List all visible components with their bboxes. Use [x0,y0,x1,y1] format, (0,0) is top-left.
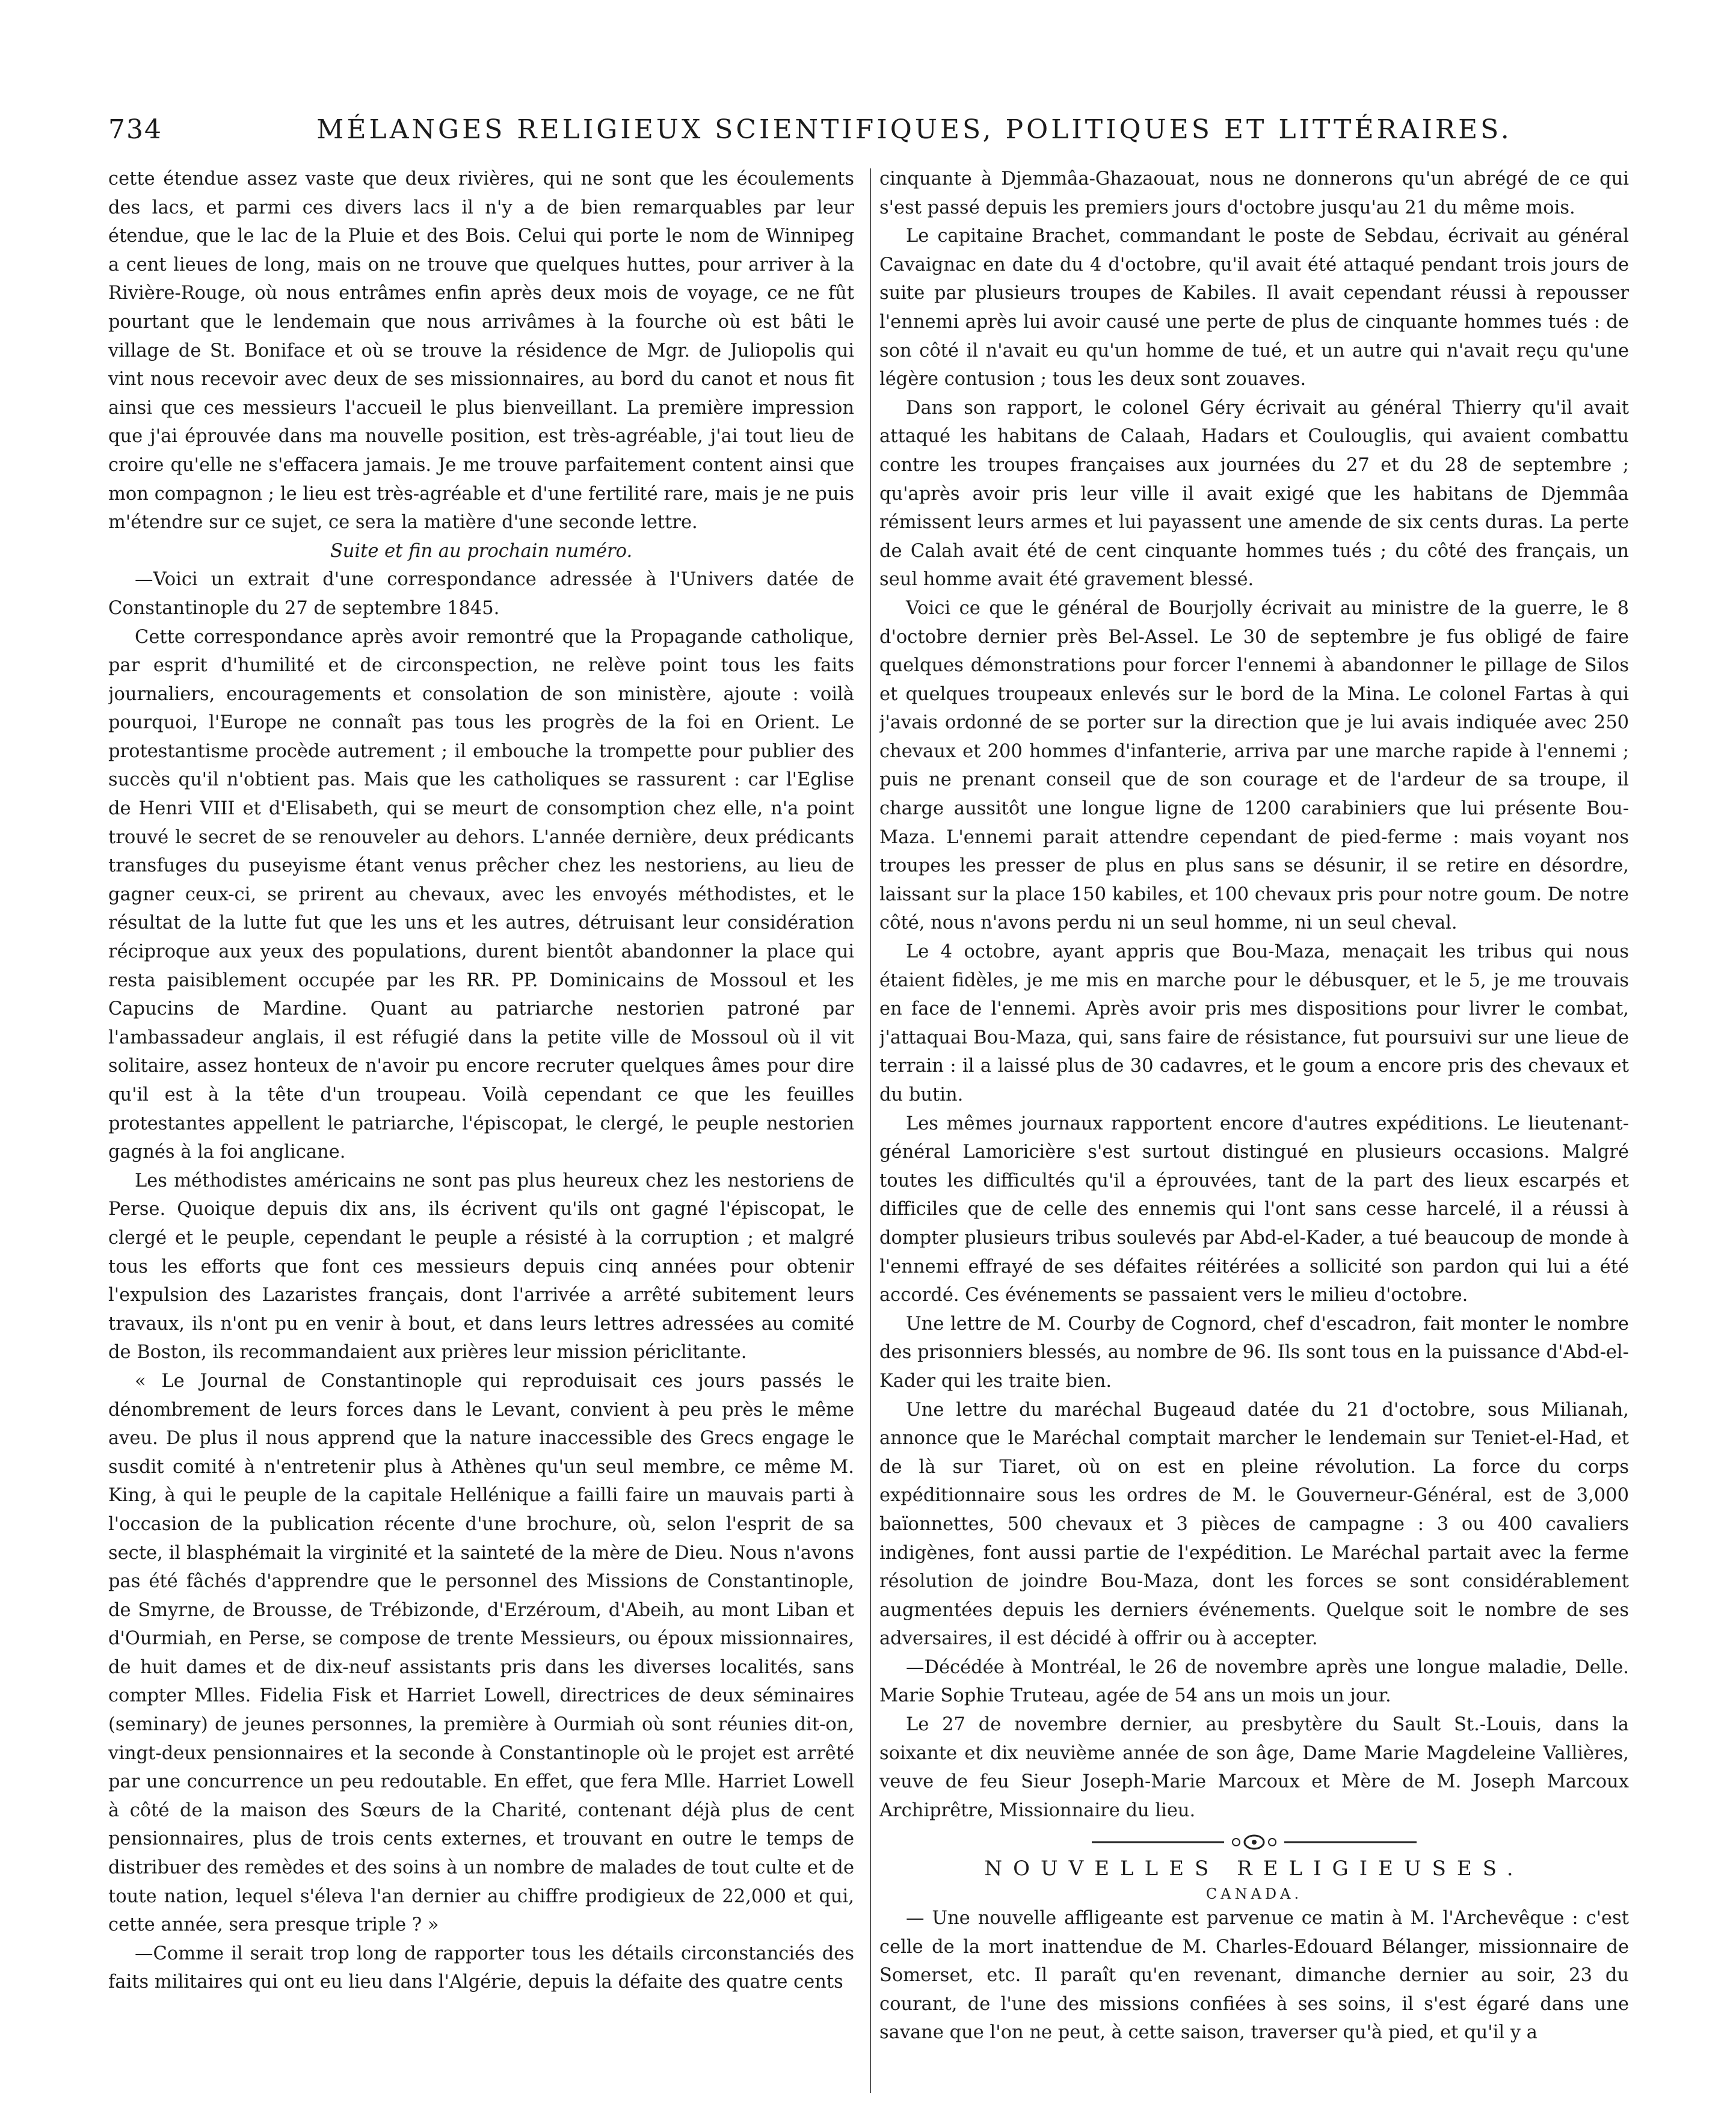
paragraph: Le 4 octobre, ayant appris que Bou-Maza, menaçait les tribus qui nous étaient fidèles, je me mis en marche pour le débusquer, et le 5, je me trouvais en face de l'ennemi. Après avoir pris mes dispositions pour livrer le combat, j'attaquai Bou-Maza, qui, sans faire de résistance, fut poursuivi sur une lieue de terrain : il a laissé plus de 30 cadavres, et le goum a encore pris des chevaux et du butin. [879,941,1629,1105]
continued-note: Suite et fin au prochain numéro. [330,540,633,562]
page-number: 734 [108,114,162,145]
ornament-divider-icon [1086,1833,1423,1851]
paragraph: cinquante à Djemmâa-Ghazaouat, nous ne donnerons qu'un abrégé de ce qui s'est passé depuis les premiers jours d'octobre jusqu'au 21 du même mois. [879,168,1629,218]
paragraph: Cette correspondance après avoir remontré que la Propagande catholique, par esprit d'humilité et de circonspection, ne relève point tous les faits journaliers, encouragements et consolation de son ministère, ajoute : voilà pourquoi, l'Europe ne connaît pas tous les progrès de la foi en Orient. Le protestantisme procède autrement ; il embouche la trompette pour publier des succès qu'il n'obtient pas. Mais que les catholiques se rassurent : car l'Eglise de Henri VIII et d'Elisabeth, qui se meurt de consomption chez elle, n'a point trouvé le secret de se renouveler au dehors. L'année dernière, deux prédicants transfuges du puseyisme étant venus prêcher chez les nestoriens, au lieu de gagner ceux-ci, se prirent au chevaux, avec les envoyés méthodistes, et le résultat de la lutte fut que les uns et les autres, détruisant leur considération réciproque aux yeux des populations, durent bientôt abandonner la place qui resta paisiblement occupée par les RR. PP. Dominicains de Mossoul et les Capucins de Mardine. Quant au patriarche nestorien patroné par l'ambassadeur anglais, il est réfugié dans la petite ville de Mossoul où il vit solitaire, assez honteux de n'avoir pu encore recruter quelques âmes pour dire qu'il est à la tête d'un troupeau. Voilà cependant ce que les feuilles protestantes appellent le patriarche, l'épiscopat, le clergé, le peuple nestorien gagnés à la foi anglicane. [108,626,854,1163]
paragraph: « Le Journal de Constantinople qui reproduisait ces jours passés le dénombrement de leurs forces dans le Levant, convient à peu près le même aveu. De plus il nous apprend que la nature inaccessible des Grecs engage le susdit comité à n'entretenir plus à Athènes qu'un seul membre, ce même M. King, à qui le peuple de la capitale Hellénique a failli faire un mauvais parti à l'occasion de la publication récente d'une brochure, où, selon l'esprit de sa secte, il blasphémait la virginité et la sainteté de la mère de Dieu. Nous n'avons pas été fâchés d'apprendre que le personnel des Missions de Constantinople, de Smyrne, de Brousse, de Trébizonde, d'Erzéroum, d'Abeih, au mont Liban et d'Ourmiah, en Perse, se compose de trente Messieurs, ou époux missionnaires, de huit dames et de dix-neuf assistants pris dans les diverses localités, sans compter Mlles. Fidelia Fisk et Harriet Lowell, directrices de deux séminaires (seminary) de jeunes personnes, la première à Ourmiah où sont réunies dit-on, vingt-deux pensionnaires et la seconde à Constantinople où le projet est arrêté par une concurrence un peu redoutable. En effet, que fera Mlle. Harriet Lowell à côté de la maison des Sœurs de la Charité, contenant déjà plus de cent pensionnaires, plus de trois cents externes, et trouvant en outre le temps de distribuer des remèdes et des soins à un nombre de malades de tout culte et de toute nation, lequel s'éleva l'an dernier au chiffre prodigieux de 22,000 et qui, cette année, sera presque triple ? » [108,1370,854,1936]
paragraph: Voici ce que le général de Bourjolly écrivait au ministre de la guerre, le 8 d'octobre dernier près Bel-Assel. Le 30 de septembre je fus obligé de faire quelques démonstrations pour forcer l'ennemi à abandonner le pillage de Silos et quelques troupeaux enlevés sur le bord de la Mina. Le colonel Fartas à qui j'avais ordonné de se porter sur la direction que je lui avais indiquée avec 250 chevaux et 200 hommes d'infanterie, arriva par une marche rapide à l'ennemi ; puis ne prenant conseil que de son courage et de l'ardeur de sa troupe, il charge aussitôt une longue ligne de 1200 carabiniers que lui présente Bou-Maza. L'ennemi parait attendre cependant de pied-ferme : mais voyant nos troupes les presser de plus en plus sans se désunir, il se retire en désordre, laissant sur la place 150 kabiles, et 100 chevaux pris pour notre goum. De notre côté, nous n'avons perdu ni un seul homme, ni un seul cheval. [879,597,1629,934]
column-divider [870,168,871,2093]
running-head: MÉLANGES RELIGIEUX SCIENTIFIQUES, POLITIQUES ET LITTÉRAIRES. [316,114,1512,145]
left-column [108,165,854,2101]
paragraph: cette étendue assez vaste que deux rivières, qui ne sont que les écoulements des lacs, et parmi ces divers lacs il n'y a de bien remarquables par leur étendue, que le lac de la Pluie et des Bois. Celui qui porte le nom de Winnipeg a cent lieues de long, mais on ne trouve que quelques huttes, pour arriver à la Rivière-Rouge, où nous entrâmes enfin après deux mois de voyage, ce ne fût pourtant que le lendemain que nous arrivâmes à la fourche où est bâti le village de St. Boniface et où se trouve la résidence de Mgr. de Juliopolis qui vint nous recevoir avec deux de ses missionnaires, au bord du canot et nous fit ainsi que ces messieurs l'accueil le plus bienveillant. La première impression que j'ai éprouvée dans ma nouvelle position, est très-agréable, j'ai tout lieu de croire qu'elle ne s'effacera jamais. Je me trouve parfaitement content ainsi que mon compagnon ; le lieu est très-agréable et d'une fertilité rare, mais je ne puis m'étendre sur ce sujet, ce sera la matière d'une seconde lettre. [108,168,854,533]
paragraph: Le 27 de novembre dernier, au presbytère du Sault St.-Louis, dans la soixante et dix neuvième année de son âge, Dame Marie Magdeleine Vallières, veuve de feu Sieur Joseph-Marie Marcoux et Mère de M. Joseph Marcoux Archiprêtre, Missionnaire du lieu. [879,1714,1629,1821]
paragraph: Les méthodistes américains ne sont pas plus heureux chez les nestoriens de Perse. Quoique depuis dix ans, ils écrivent qu'ils ont gagné l'épiscopat, le clergé et le peuple, cependant le peuple a résisté à la corruption ; et malgré tous les efforts que font ces messieurs depuis cinq années pour obtenir l'expulsion des Lazaristes français, dont l'arrivée a arrêté subitement leurs travaux, ils n'ont pu en venir à bout, et dans leurs lettres adressées au comité de Boston, ils recommandaient aux prières leur mission périclitante. [108,1170,854,1363]
paragraph: — Une nouvelle affligeante est parvenue ce matin à M. l'Archevêque : c'est celle de la mort inattendue de M. Charles-Edouard Bélanger, missionnaire de Somerset, etc. Il paraît qu'en revenant, dimanche dernier au soir, 23 du courant, de l'une des missions confiées à ses soins, il s'est égaré dans une savane que l'on ne peut, à cette saison, traverser qu'à pied, et qu'il y a [879,1908,1629,2044]
paragraph: Les mêmes journaux rapportent encore d'autres expéditions. Le lieutenant-général Lamoricière s'est surtout distingué en plusieurs occasions. Malgré toutes les difficultés qu'il a éprouvées, tant de la part des lieux escarpés et difficiles que de celle des ennemis qui l'ont sans cesse harcelé, il a réussi à dompter plusieurs tribus soulevés par Abd-el-Kader, a tué beaucoup de monde à l'ennemi effrayé de ses défaites réitérées a sollicité son pardon qui lui a été accordé. Ces événements se passaient vers le milieu d'octobre. [879,1113,1629,1306]
paragraph: —Décédée à Montréal, le 26 de novembre après une longue maladie, Delle. Marie Sophie Truteau, agée de 54 ans un mois un jour. [879,1656,1629,1707]
paragraph: —Comme il serait trop long de rapporter tous les détails circonstanciés des faits militaires qui ont eu lieu dans l'Algérie, depuis la défaite des quatre cents [108,1943,854,1993]
paragraph: Dans son rapport, le colonel Géry écrivait au général Thierry qu'il avait attaqué les habitans de Calaah, Hadars et Coulouglis, qui avaient combattu contre les troupes françaises aux journées du 27 et du 28 de septembre ; qu'après avoir pris leur ville il avait exigé que les habitans de Djemmâa rémissent leurs armes et lui payassent une amende de six cents duras. La perte de Calah avait été de cent cinquante hommes tués ; du côté des français, un seul homme avait été gravement blessé. [879,397,1629,591]
paragraph: Une lettre du maréchal Bugeaud datée du 21 d'octobre, sous Milianah, annonce que le Maréchal comptait marcher le lendemain sur Teniet-el-Had, et de là sur Tiaret, où on est en pleine révolution. La force du corps expéditionnaire sous les ordres de M. le Gouverneur-Général, est de 3,000 baïonnettes, 500 chevaux et 3 pièces de campagne : 3 ou 400 cavaliers indigènes, font aussi partie de l'expédition. Le Maréchal partait avec la ferme résolution de joindre Bou-Maza, dont les forces se sont considérablement augmentées depuis les derniers événements. Quelque soit le nombre de ses adversaires, il est décidé à offrir ou à accepter. [879,1399,1629,1650]
right-column [879,165,1629,2101]
page-header [108,114,1624,156]
paragraph: —Voici un extrait d'une correspondance adressée à l'Univers datée de Constantinople du 27 de septembre 1845. [108,569,854,619]
paragraph: Le capitaine Brachet, commandant le poste de Sebdau, écrivait au général Cavaignac en date du 4 d'octobre, qu'il avait été attaqué pendant trois jours de suite par plusieurs troupes de Kabiles. Il avait cependant réussi à repousser l'ennemi après lui avoir causé une perte de plus de cinquante hommes tués : de son côté il n'avait eu qu'un homme de tué, et un autre qui n'avait reçu qu'une légère contusion ; tous les deux sont zouaves. [879,226,1629,390]
paragraph: Une lettre de M. Courby de Cognord, chef d'escadron, fait monter le nombre des prisonniers blessés, au nombre de 96. Ils sont tous en la puissance d'Abd-el-Kader qui les traite bien. [879,1313,1629,1392]
section-subtitle: CANADA. [1205,1885,1303,1903]
section-title: NOUVELLES RELIGIEUSES. [984,1857,1524,1881]
